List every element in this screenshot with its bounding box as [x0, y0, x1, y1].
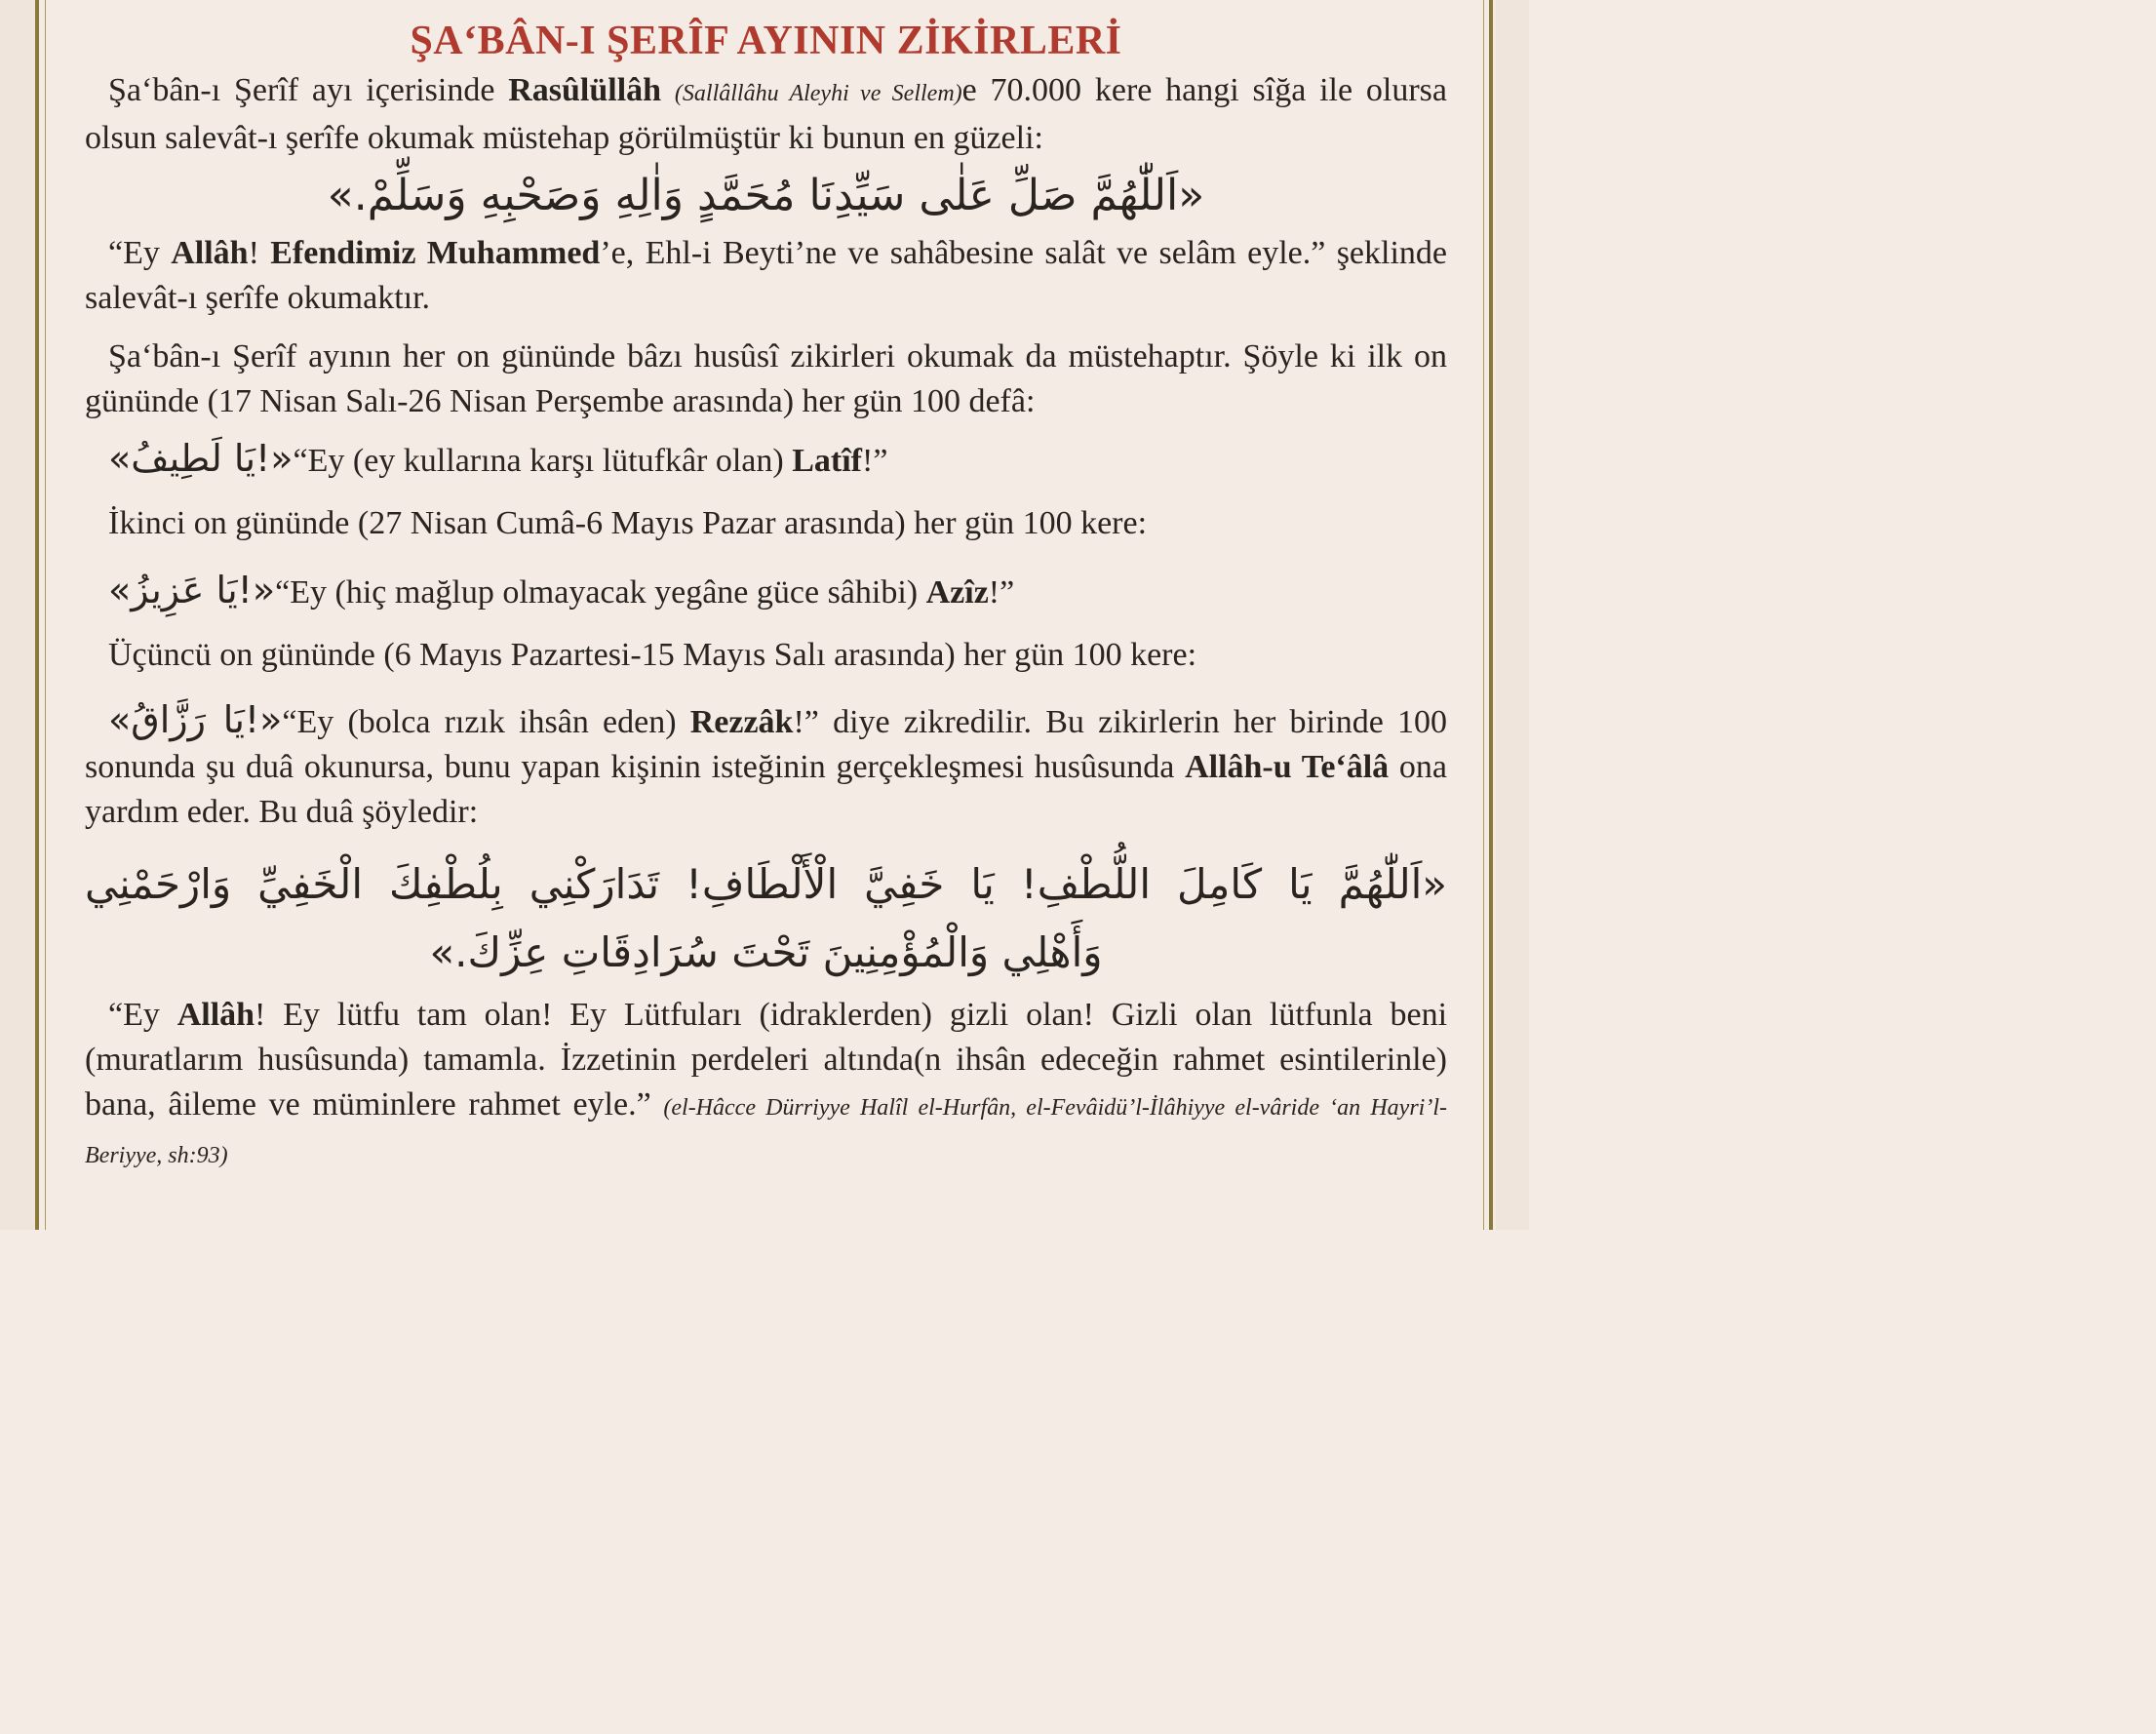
second-ten-days: İkinci on gününde (27 Nisan Cumâ-6 Mayıs Pazar arasında) her gün 100 kere: — [108, 505, 1148, 541]
left-margin — [0, 0, 35, 1230]
third-ten-days: Üçüncü on gününde (6 Mayıs Pazartesi-15 Mayıs Salı arasında) her gün 100 kere: — [108, 637, 1197, 673]
left-border-rule — [35, 0, 39, 1230]
right-margin — [1496, 0, 1529, 1230]
zikr-aziz: «يَا عَزِيزُ!»“Ey (hiç mağlup olmayacak yegâne güce sâhibi) Azîz!” — [108, 569, 1015, 611]
source-citation: (el-Hâcce Dürriyye Halîl el-Hurfân, el-Fevâidü’l-İlâhiyye el-vâride ‘an Hayri’l-Beriyye, sh:93) — [85, 1095, 1447, 1168]
right-inner-rule — [1483, 0, 1484, 1230]
left-inner-rule — [45, 0, 46, 1230]
zikr-latif-arabic: «يَا لَطِيفُ!» — [108, 437, 294, 480]
zikr-intro-paragraph: Şa‘bân-ı Şerîf ayının her on gününde bâzı husûsî zikirleri okumak da müstehaptır. Şöyle ki ilk on gününde (17 Nisan Salı-26 Nisan Perşembe arasında) her gün 100 defâ: — [85, 338, 1447, 419]
zikr-latif: «يَا لَطِيفُ!»“Ey (ey kullarına karşı lütufkâr olan) Latîf!” — [108, 437, 888, 480]
dua-translation: “Ey Allâh! Ey lütfu tam olan! Ey Lütfuları (idraklerden) gizli olan! Gizli olan lütfunla beni (muratlarım husûsunda) tamamla. İzzetinin perdeleri altında(n ihsân edeceğin rahmet esintilerinle) bana, âileme ve müminlere rahmet eyle.” (el-Hâcce Dürriyye Halîl el-Hurfân, el-Fevâidü’l-İlâhiyye el-vâride ‘an Hayri’l-Beriyye, sh:93) — [85, 997, 1448, 1168]
salawat-arabic: «اَللّٰهُمَّ صَلِّ عَلٰى سَيِّدِنَا مُحَمَّدٍ وَاٰلِهِ وَصَحْبِهِ وَسَلِّمْ.» — [327, 171, 1205, 220]
right-border-rule — [1489, 0, 1493, 1230]
salawat-translation: “Ey Allâh! Efendimiz Muhammed’e, Ehl-i Beyti’ne ve sahâbesine salât ve selâm eyle.” şeklinde salevât-ı şerîfe okumaktır. — [85, 235, 1448, 316]
page-title: ŞA‘BÂN-I ŞERÎF AYININ ZİKİRLERİ — [410, 19, 1122, 63]
dua-arabic — [85, 850, 1447, 987]
dua-line-2: وَأَهْلِي وَالْمُؤْمِنِينَ تَحْتَ سُرَادِقَاتِ عِزِّكَ.» — [429, 928, 1103, 976]
zikr-rezzak: «يَا رَزَّاقُ!»“Ey (bolca rızık ihsân eden) Rezzâk!” diye zikredilir. Bu zikirlerin her birinde 100 sonunda şu duâ okunursa, bunu yapan kişinin isteğinin gerçekleşmesi husûsunda Allâh-u Te‘âlâ ona yardım eder. Bu duâ şöyledir: — [85, 698, 1448, 830]
intro-paragraph: Şa‘bân-ı Şerîf ayı içerisinde Rasûlüllâh (Sallâllâhu Aleyhi ve Sellem)e 70.000 kere hangi sîğa ile olursa olsun salevât-ı şerîfe okumak müstehap görülmüştür ki bunun en güzeli: — [85, 72, 1447, 156]
zikr-rezzak-arabic: «يَا رَزَّاقُ!» — [108, 698, 283, 741]
page-content — [85, 14, 1447, 1178]
zikr-aziz-arabic: «يَا عَزِيزُ!» — [108, 569, 276, 611]
dua-line-1: «اَللّٰهُمَّ يَا كَامِلَ اللُّطْفِ! يَا خَفِيَّ الْأَلْطَافِ! تَدَارَكْنِي بِلُطْفِكَ الْخَفِيِّ وَارْحَمْنِي — [85, 860, 1447, 908]
